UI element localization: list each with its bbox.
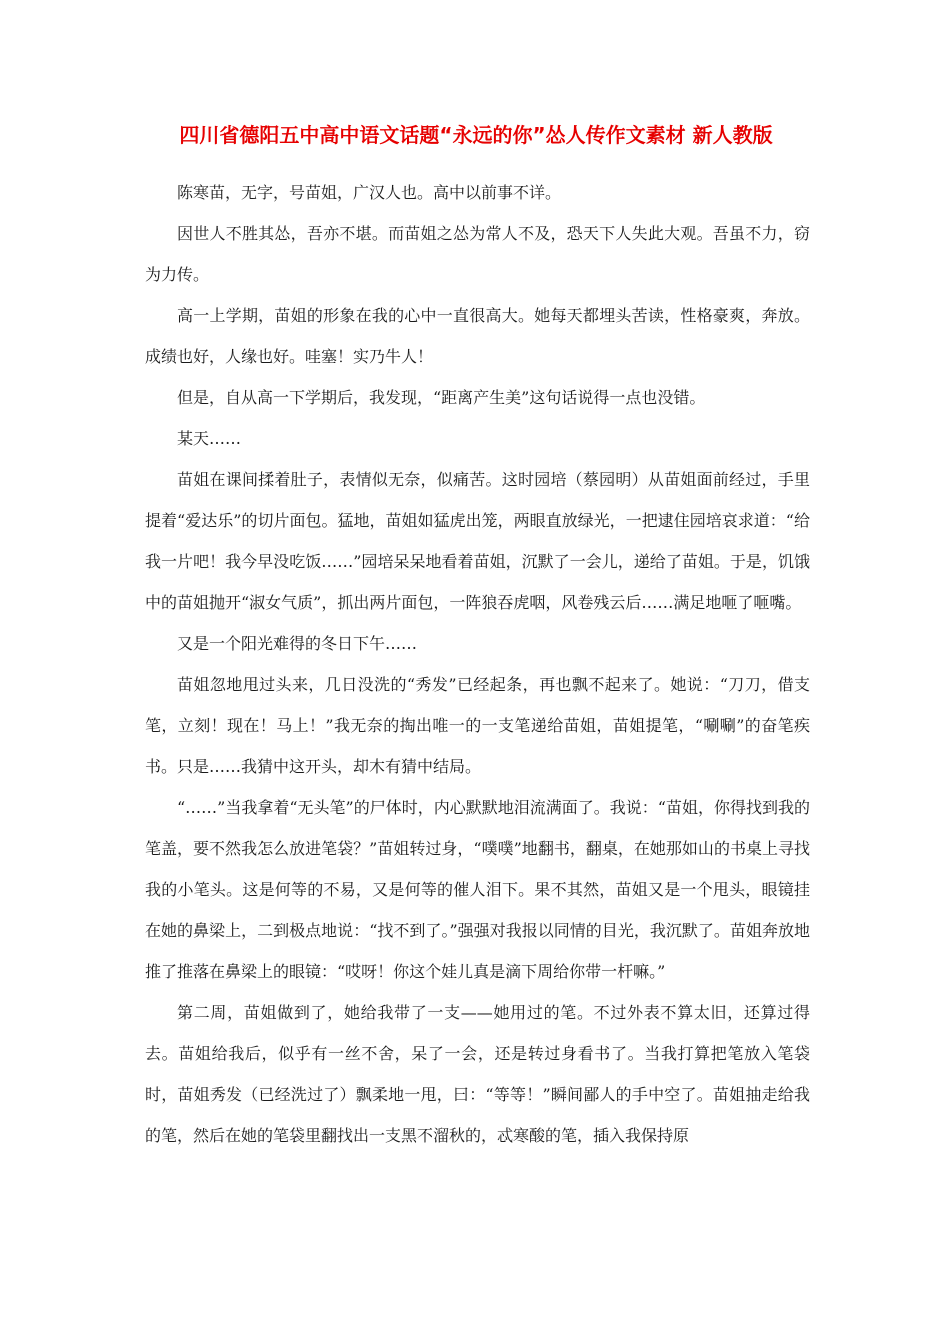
paragraph: 但是，自从高一下学期后，我发现，“距离产生美”这句话说得一点也没错。: [177, 388, 706, 407]
paragraph: 苗姐忽地甩过头来，几日没洗的“秀发”已经起条，再也飘不起来了。她说：“刀刀，借支笔，立刻！现在！马上！”我无奈的掏出唯一的一支笔递给苗姐，苗姐提笔，“唰唰”的奋笔疾书。只是……我猜中这开头，却木有猜中结局。: [145, 675, 810, 776]
paragraph: 陈寒苗，无字，号苗姐，广汉人也。高中以前事不详。: [177, 183, 562, 202]
paragraph: 高一上学期，苗姐的形象在我的心中一直很高大。她每天都埋头苦读，性格豪爽，奔放。成绩也好，人缘也好。哇塞！实乃牛人！: [145, 306, 810, 366]
paragraph: “……”当我拿着“无头笔”的尸体时，内心默默地泪流满面了。我说：“苗姐，你得找到我的笔盖，要不然我怎么放进笔袋？”苗姐转过身，“噗噗”地翻书，翻桌，在她那如山的书桌上寻找我的小笔头。这是何等的不易，又是何等的催人泪下。果不其然，苗姐又是一个甩头，眼镜挂在她的鼻梁上，二到极点地说：“找不到了。”强强对我报以同情的目光，我沉默了。苗姐奔放地推了推落在鼻梁上的眼镜：“哎呀！你这个娃儿真是滴下周给你带一杆嘛。”: [145, 798, 810, 981]
paragraph: 第二周，苗姐做到了，她给我带了一支——她用过的笔。不过外表不算太旧，还算过得去。苗姐给我后，似乎有一丝不舍，呆了一会，还是转过身看书了。当我打算把笔放入笔袋时，苗姐秀发（已经洗过了）飘柔地一甩，曰：“等等！”瞬间鄙人的手中空了。苗姐抽走给我的笔，然后在她的笔袋里翻找出一支黑不溜秋的，忒寒酸的笔，插入我保持原: [145, 1003, 810, 1145]
paragraph: 苗姐在课间揉着肚子，表情似无奈，似痛苦。这时园培（蔡园明）从苗姐面前经过，手里提着“爱达乐”的切片面包。猛地，苗姐如猛虎出笼，两眼直放绿光，一把逮住园培哀求道：“给我一片吧！我今早没吃饭……”园培呆呆地看着苗姐，沉默了一会儿，递给了苗姐。于是，饥饿中的苗姐抛开“淑女气质”，抓出两片面包，一阵狼吞虎咽，风卷残云后……满足地咂了咂嘴。: [145, 470, 810, 612]
document-title: 四川省德阳五中高中语文话题“永远的你”怂人传作文素材 新人教版: [179, 123, 773, 147]
paragraph: 又是一个阳光难得的冬日下午……: [177, 634, 418, 653]
document-body: [145, 172, 810, 1156]
paragraph: 因世人不胜其怂，吾亦不堪。而苗姐之怂为常人不及，恐天下人失此大观。吾虽不力，窃为力传。: [145, 224, 810, 284]
paragraph: 某天……: [177, 429, 242, 448]
